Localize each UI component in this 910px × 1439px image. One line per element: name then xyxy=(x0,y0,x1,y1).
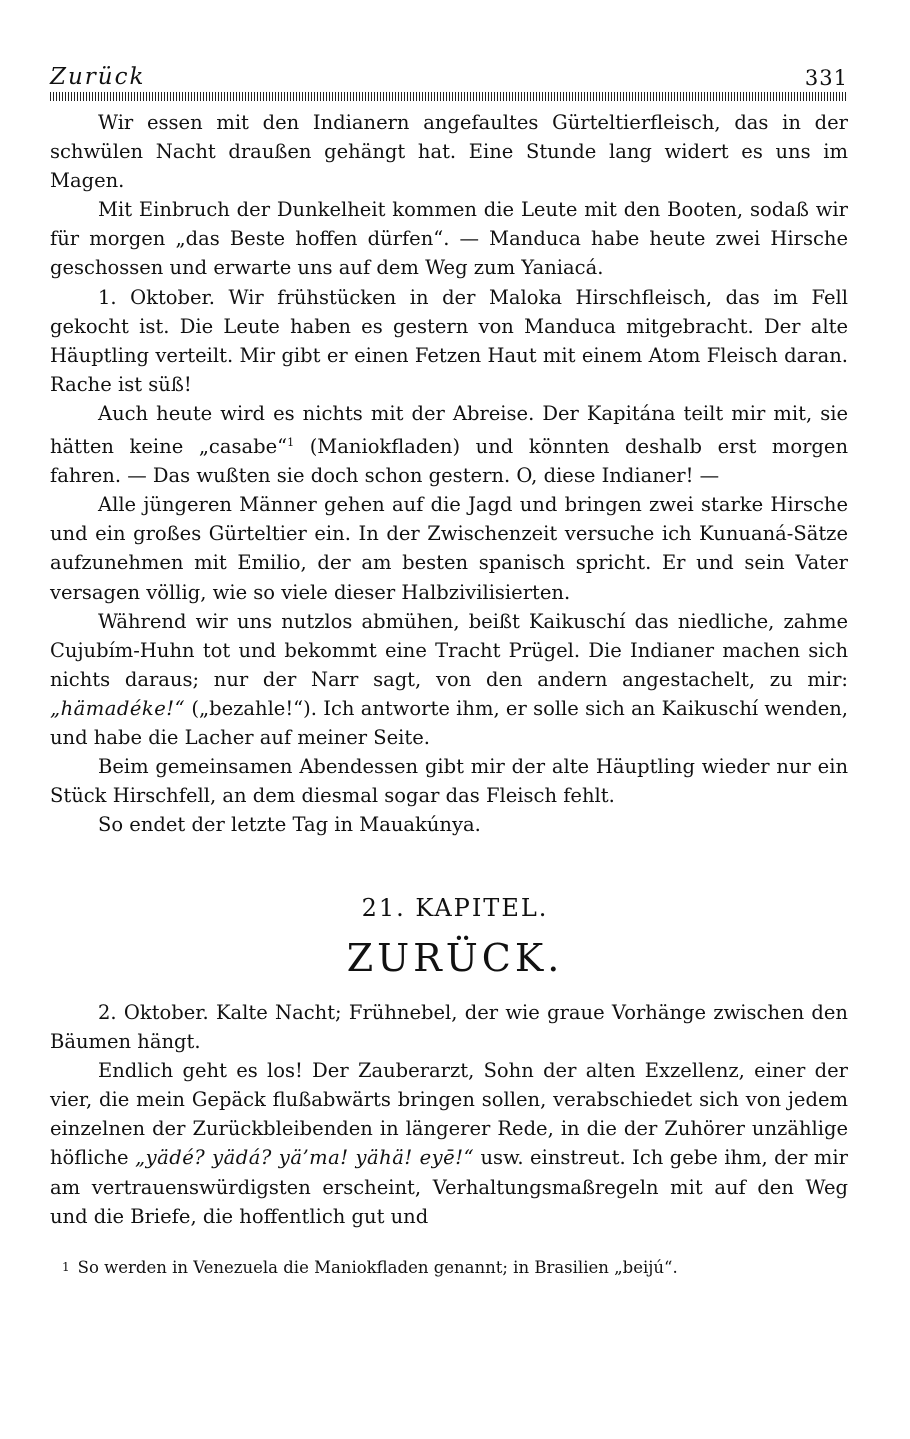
paragraph-text: („bezahle!“). Ich antworte ihm, er solle sich an Kaikuschí wenden, und habe die Lacher auf meiner Seite. xyxy=(50,696,848,749)
italic-quote: „yädé? yädá? yä’ma! yähä! eyē!“ xyxy=(135,1146,475,1170)
header-rule xyxy=(50,92,848,101)
paragraph: Wir essen mit den Indianern angefaultes Gürteltierfleisch, das in der schwülen Nacht draußen gehängt hat. Eine Stunde lang widert es uns im Magen. xyxy=(50,111,848,193)
paragraph xyxy=(50,399,848,490)
paragraph: Mit Einbruch der Dunkelheit kommen die Leute mit den Booten, sodaß wir für morgen „das Beste hoffen dürfen“. — Manduca habe heute zwei Hirsche geschossen und erwarte uns auf dem Weg zum Yaniacá. xyxy=(50,198,848,280)
paragraph xyxy=(50,607,848,752)
body-text-section-2 xyxy=(50,998,848,1231)
paragraph-text: Während wir uns nutzlos abmühen, beißt Kaikuschí das niedliche, zahme Cujubím-Huhn tot und bekommt eine Tracht Prügel. Die Indianer machen sich nichts daraus; nur der Narr sagt, von den andern angestachelt, zu mir: xyxy=(50,609,848,691)
footnote-mark: 1 xyxy=(62,1260,70,1274)
footnote xyxy=(62,1256,848,1279)
chapter-title: ZURÜCK. xyxy=(346,936,564,980)
footnote-text: So werden in Venezuela die Maniokfladen genannt; in Brasilien „beijú“. xyxy=(77,1258,678,1277)
running-title: Zurück xyxy=(50,64,146,90)
paragraph xyxy=(50,1056,848,1231)
footnote-reference: 1 xyxy=(287,436,295,450)
paragraph: 2. Oktober. Kalte Nacht; Frühnebel, der wie graue Vorhänge zwischen den Bäumen hängt. xyxy=(50,1001,848,1054)
paragraph-text: Endlich geht es los! Der Zauberarzt, Sohn der alten Exzellenz, einer der vier, die mein Gepäck flußabwärts bringen sollen, verabschiedet sich von jedem einzelnen der Zurückbleibenden in längerer Rede, in die der Zuhörer unzählige höfliche xyxy=(50,1059,848,1170)
paragraph: 1. Oktober. Wir frühstücken in der Maloka Hirschfleisch, das im Fell gekocht ist. Die Leute haben es gestern von Manduca mitgebracht. Der alte Häuptling verteilt. Mir gibt er einen Fetzen Haut mit einem Atom Fleisch daran. Rache ist süß! xyxy=(50,285,848,396)
italic-quote: „hämadéke!“ xyxy=(50,696,186,720)
body-text-section-1 xyxy=(50,108,848,839)
paragraph-text: Auch heute wird es nichts mit der Abreise. Der Kapitána teilt mir mit, sie hätten keine „casabe“ xyxy=(50,401,848,459)
page-number: 331 xyxy=(804,66,848,90)
running-head xyxy=(50,62,848,90)
paragraph: Beim gemeinsamen Abendessen gibt mir der alte Häuptling wieder nur ein Stück Hirschfell, an dem diesmal sogar das Fleisch fehlt. xyxy=(50,755,848,808)
paragraph-text: (Maniokfladen) und könnten deshalb erst morgen fahren. — Das wußten sie doch schon gestern. O, diese Indianer! — xyxy=(50,435,848,488)
paragraph: So endet der letzte Tag in Mauakúnya. xyxy=(98,813,481,837)
paragraph-text: usw. einstreut. Ich gebe ihm, der mir am vertrauenswürdigsten erscheint, Verhaltungsmaßregeln mit auf den Weg und die Briefe, die hoffentlich gut und xyxy=(50,1146,848,1228)
paragraph: Alle jüngeren Männer gehen auf die Jagd und bringen zwei starke Hirsche und ein großes Gürteltier ein. In der Zwischenzeit versuche ich Kunuaná-Sätze aufzunehmen mit Emilio, der am besten spanisch spricht. Er und sein Vater versagen völlig, wie so viele dieser Halbzivilisierten. xyxy=(50,493,848,604)
chapter-number: 21. KAPITEL. xyxy=(361,894,549,922)
